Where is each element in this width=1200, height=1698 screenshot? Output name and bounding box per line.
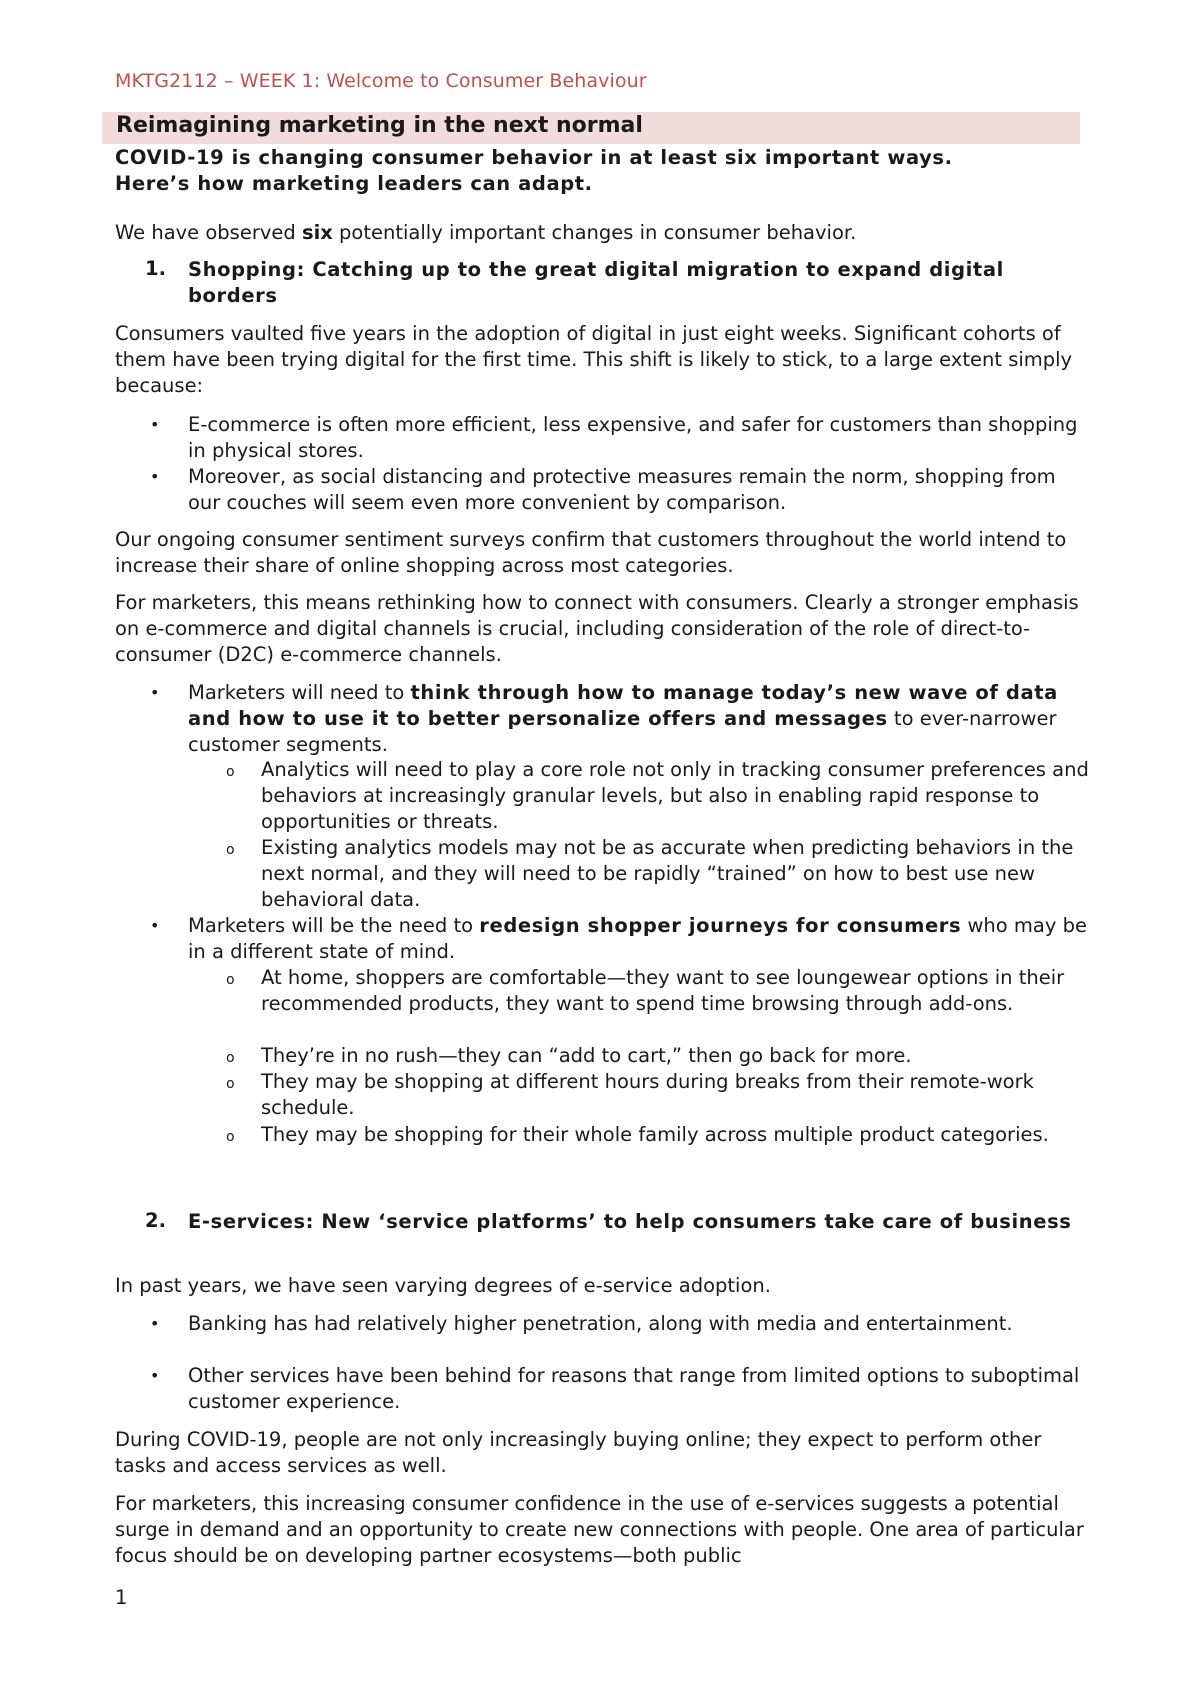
bullet-icon: •	[150, 1314, 160, 1333]
sub-bullet-icon: o	[226, 1076, 235, 1092]
item-1-sub-d3: They may be shopping at different hours during breaks from their remote-work schedule.	[261, 1070, 1034, 1119]
bullet-icon: •	[150, 916, 160, 935]
subtitle	[115, 145, 1095, 197]
item-2-number: 2.	[145, 1209, 166, 1232]
sub-bullet-icon: o	[226, 842, 235, 858]
item-2-paragraph-1: In past years, we have seen varying degrees of e-service adoption.	[115, 1274, 771, 1297]
sub-bullet-icon: o	[226, 972, 235, 988]
item-1-bullet-c	[188, 680, 1093, 758]
item-2-paragraph-3: For marketers, this increasing consumer confidence in the use of e-services suggests a potential surge in demand and an opportunity to create new connections with people. One area of particular focus should be on developing partner ecosystems—both public	[115, 1492, 1084, 1567]
bullet-d-pre: Marketers will be the need to	[188, 914, 480, 937]
item-1-paragraph-3: For marketers, this means rethinking how to connect with consumers. Clearly a stronger emphasis on e-commerce and digital channels is crucial, including consideration of the role of direct-to-consumer (D2C) e-commerce channels.	[115, 591, 1079, 666]
bullet-icon: •	[150, 683, 160, 702]
sub-bullet-icon: o	[226, 1129, 235, 1145]
intro-post: potentially important changes in consumer behavior.	[332, 221, 857, 244]
item-1-paragraph-2: Our ongoing consumer sentiment surveys confirm that customers throughout the world intend to increase their share of online shopping across most categories.	[115, 528, 1067, 577]
item-1-sub-c1: Analytics will need to play a core role not only in tracking consumer preferences and behaviors at increasingly granular levels, but also in enabling rapid response to opportunities or threats.	[261, 758, 1089, 833]
sub-bullet-icon: o	[226, 764, 235, 780]
bullet-icon: •	[150, 1366, 160, 1385]
bullet-d-bold: redesign shopper journeys for consumers	[479, 914, 962, 937]
bullet-c-pre: Marketers will need to	[188, 681, 411, 704]
subtitle-line-2: Here’s how marketing leaders can adapt.	[115, 172, 593, 195]
page-number: 1	[115, 1586, 128, 1609]
bullet-c-post: to ever-narrower customer segments.	[188, 707, 1057, 756]
intro-pre: We have observed	[115, 221, 302, 244]
item-1-number: 1.	[145, 257, 166, 280]
section-title: Reimagining marketing in the next normal	[116, 113, 643, 138]
bullet-c-bold: think through how to manage today’s new wave of data and how to use it to better personalize offers and messages	[188, 681, 1058, 730]
bullet-icon: •	[150, 415, 160, 434]
item-2-paragraph-2: During COVID-19, people are not only increasingly buying online; they expect to perform other tasks and access services as well.	[115, 1428, 1042, 1477]
bullet-icon: •	[150, 467, 160, 486]
intro-paragraph	[115, 220, 1095, 246]
item-1-bullet-b: Moreover, as social distancing and protective measures remain the norm, shopping from our couches will seem even more convenient by comparison.	[188, 465, 1056, 514]
bullet-d-post: who may be in a different state of mind.	[188, 914, 1087, 963]
item-1-sub-d1: At home, shoppers are comfortable—they want to see loungewear options in their recommended products, they want to spend time browsing through add-ons.	[261, 966, 1065, 1015]
item-1-sub-d4: They may be shopping for their whole family across multiple product categories.	[261, 1123, 1049, 1146]
item-1-paragraph-1: Consumers vaulted five years in the adoption of digital in just eight weeks. Significant cohorts of them have been trying digital for the first time. This shift is likely to stick, to a large extent simply because:	[115, 322, 1073, 397]
item-1-sub-c2: Existing analytics models may not be as accurate when predicting behaviors in the next normal, and they will need to be rapidly “trained” on how to best use new behavioral data.	[261, 836, 1074, 911]
page-header: MKTG2112 – WEEK 1: Welcome to Consumer Behaviour	[115, 70, 647, 92]
item-2-bullet-b: Other services have been behind for reasons that range from limited options to suboptimal customer experience.	[188, 1364, 1080, 1413]
intro-bold: six	[301, 221, 333, 244]
item-2-heading: E-services: New ‘service platforms’ to help consumers take care of business	[188, 1210, 1072, 1233]
item-2-bullet-a: Banking has had relatively higher penetration, along with media and entertainment.	[188, 1312, 1013, 1335]
item-1-heading: Shopping: Catching up to the great digital migration to expand digital borders	[188, 258, 1004, 307]
item-1-bullet-a: E-commerce is often more efficient, less expensive, and safer for customers than shopping in physical stores.	[188, 413, 1078, 462]
subtitle-line-1: COVID-19 is changing consumer behavior in at least six important ways.	[115, 146, 953, 169]
item-1-sub-d2: They’re in no rush—they can “add to cart,” then go back for more.	[261, 1044, 912, 1067]
item-1-bullet-d	[188, 913, 1093, 965]
sub-bullet-icon: o	[226, 1050, 235, 1066]
